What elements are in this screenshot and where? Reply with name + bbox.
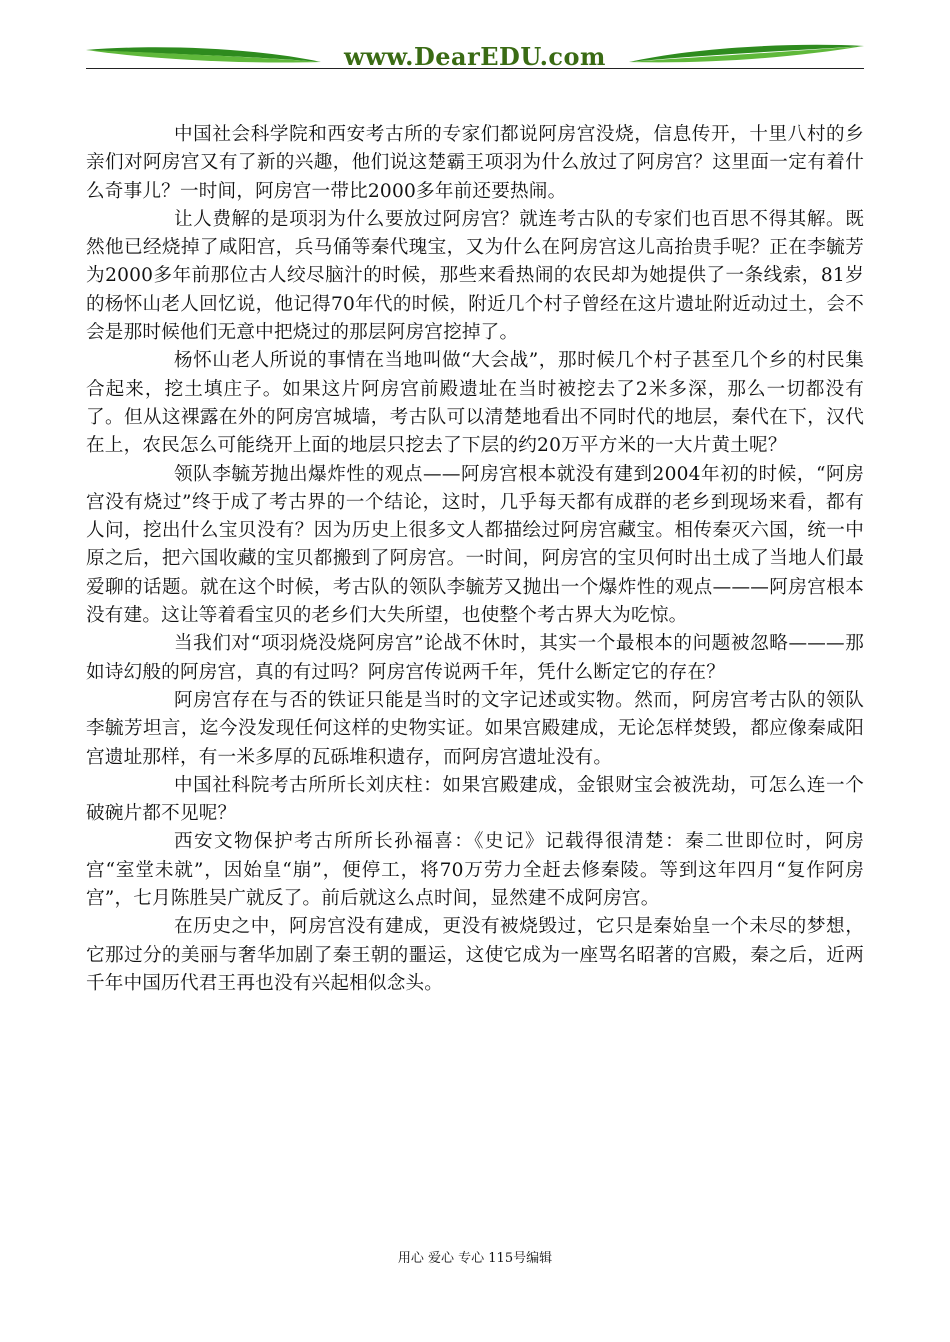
paragraph: 中国社科院考古所所长刘庆柱：如果宫殿建成，金银财宝会被洗劫，可怎么连一个破碗片都不见呢？ — [86, 774, 864, 825]
paragraph: 西安文物保护考古所所长孙福喜：《史记》记载得很清楚：秦二世即位时，阿房宫“室堂未就”，因始皇“崩”，便停工，将70万劳力全赶去修秦陵。等到这年四月“复作阿房宫”，七月陈胜吴广就反了。前后就这么点时间，显然建不成阿房宫。 — [86, 831, 864, 910]
paragraph: 让人费解的是项羽为什么要放过阿房宫？就连考古队的专家们也百思不得其解。既然他已经烧掉了咸阳宫，兵马俑等秦代瑰宝，又为什么在阿房宫这儿高抬贵手呢？正在李毓芳为2000多年前那位古人绞尽脑汁的时候，那些来看热闹的农民却为她提供了一条线索，81岁的杨怀山老人回忆说，他记得70年代的时候，附近几个村子曾经在这片遗址附近动过土，会不会是那时候他们无意中把烧过的那层阿房宫挖掉了。 — [86, 208, 864, 344]
paragraph: 杨怀山老人所说的事情在当地叫做“大会战”，那时候几个村子甚至几个乡的村民集合起来，挖土填庄子。如果这片阿房宫前殿遗址在当时被挖去了2米多深，那么一切都没有了。但从这裸露在外的阿房宫城墙，考古队可以清楚地看出不同时代的地层，秦代在下，汉代在上，农民怎么可能绕开上面的地层只挖去了下层的约20万平方米的一大片黄土呢？ — [86, 350, 864, 457]
header-divider — [86, 68, 864, 69]
paragraph: 阿房宫存在与否的铁证只能是当时的文字记述或实物。然而，阿房宫考古队的领队李毓芳坦言，迄今没发现任何这样的史物实证。如果宫殿建成，无论怎样焚毁，都应像秦咸阳宫遗址那样，有一米多厚的瓦砾堆积遗存，而阿房宫遗址没有。 — [86, 689, 864, 768]
page-footer: 用心 爱心 专心 115号编辑 — [397, 1251, 553, 1266]
paragraph: 当我们对“项羽烧没烧阿房宫”论战不休时，其实一个最根本的问题被忽略———那如诗幻般的阿房宫，真的有过吗？阿房宫传说两千年，凭什么断定它的存在？ — [86, 633, 864, 683]
article-body — [86, 121, 864, 998]
site-logo-text: www.DearEDU.com — [344, 42, 606, 71]
paragraph: 中国社会科学院和西安考古所的专家们都说阿房宫没烧，信息传开，十里八村的乡亲们对阿房宫又有了新的兴趣，他们说这楚霸王项羽为什么放过了阿房宫？这里面一定有着什么奇事儿？一时间，阿房宫一带比2000多年前还要热闹。 — [86, 124, 864, 202]
paragraph: 领队李毓芳抛出爆炸性的观点——阿房宫根本就没有建到2004年初的时候，“阿房宫没有烧过”终于成了考古界的一个结论，这时，几乎每天都有成群的老乡到现场来看，都有人问，挖出什么宝贝没有？因为历史上很多文人都描绘过阿房宫藏宝。相传秦灭六国，统一中原之后，把六国收藏的宝贝都搬到了阿房宫。一时间，阿房宫的宝贝何时出土成了当地人们最爱聊的话题。就在这个时候，考古队的领队李毓芳又抛出一个爆炸性的观点———阿房宫根本没有建。这让等着看宝贝的老乡们大失所望，也使整个考古界大为吃惊。 — [86, 463, 864, 627]
paragraph: 在历史之中，阿房宫没有建成，更没有被烧毁过，它只是秦始皇一个未尽的梦想，它那过分的美丽与奢华加剧了秦王朝的噩运，这使它成为一座骂名昭著的宫殿，秦之后，近两千年中国历代君王再也没有兴起相似念头。 — [86, 916, 864, 994]
